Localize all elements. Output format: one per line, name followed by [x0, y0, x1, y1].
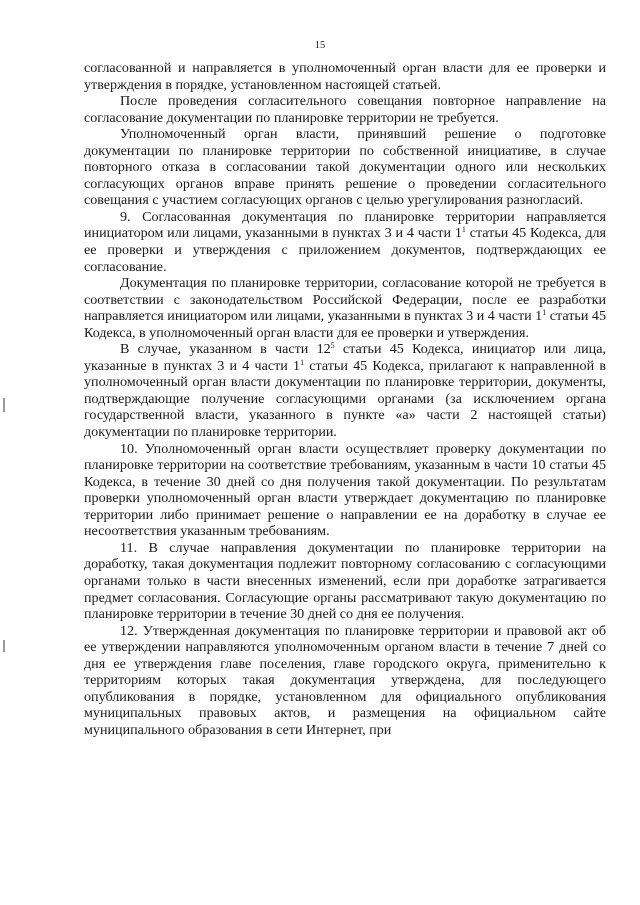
- text-run: статьи 45 Кодекса, прилагают к направленной в уполномоченный орган власти документации по планировке территории, документы, подтверждающие получение согласующими органами (за исключением органа государственной власти, указанного в пункте «а» части 2 настоящей статьи) документации по планировке территории.: [84, 357, 606, 441]
- text-run: 12. Утвержденная документация по планировке территории и правовой акт об ее утверждении направляются уполномоченным органом власти в течение 7 дней со дня ее утверждения главе поселения, главе городского округа, применительно к территориям которых такая документация утверждена, для последующего опубликования в порядке, установленном для официального опубликования муниципальных правовых актов, и размещения на официальном сайте муниципального образования в сети Интернет, при: [84, 622, 606, 738]
- text-run: В случае, указанном в части 12: [120, 341, 331, 358]
- text-run: статьи 45 Кодекса, инициатор или лица, указанные в пунктах 3 и 4 части 1: [84, 341, 606, 374]
- text-run: Уполномоченный орган власти, принявший решение о подготовке документации по планировке территории по собственной инициативе, в случае повторного отказа в согласовании такой документации одного или нескольких согласующих органов вправе принять решение о проведении согласительного совещания с участием согласующих органов с целью урегулирования разногласий.: [84, 126, 606, 209]
- text-run: 9. Согласованная документация по планировке территории направляется инициатором или лицами, указанными в пунктах 3 и 4 части 1: [84, 208, 606, 242]
- paragraph: [84, 60, 606, 93]
- paragraph: [84, 341, 606, 440]
- paragraph: [84, 441, 606, 540]
- text-run: После проведения согласительного совещания повторное направление на согласование документации по планировке территории не требуется.: [84, 93, 606, 126]
- paragraph: [84, 126, 606, 209]
- paragraph: [84, 623, 606, 739]
- text-run: 11. В случае направления документации по планировке территории на доработку, такая документация подлежит повторному согласованию с согласующими органами только в части внесенных изменений, если при доработке затрагивается предмет согласования. Согласующие органы рассматривают такую документацию по планировке территории в течение 30 дней со дня ее получения.: [84, 539, 606, 623]
- text-run: согласованной и направляется в уполномоченный орган власти для ее проверки и утверждения в порядке, установленном настоящей статьей.: [84, 60, 606, 93]
- paragraph: [84, 275, 606, 341]
- document-body: [84, 60, 606, 738]
- paragraph: [84, 93, 606, 126]
- paragraph: [84, 209, 606, 275]
- superscript: 1: [461, 225, 466, 235]
- page-number: 15: [314, 40, 326, 51]
- paragraph: [84, 540, 606, 623]
- text-run: статьи 45 Кодекса, для ее проверки и утверждения с приложением документов, подтверждающих ее согласование.: [84, 225, 607, 275]
- text-run: статьи 45 Кодекса, в уполномоченный орган власти для ее проверки и утверждения.: [84, 308, 606, 341]
- superscript: 5: [330, 341, 335, 351]
- text-run: Документация по планировке территории, согласование которой не требуется в соответствии с законодательством Российской Федерации, после ее разработки направляется инициатором или лицами, указанными в пунктах 3 и 4 части 1: [84, 275, 606, 325]
- superscript: 1: [542, 308, 547, 318]
- text-run: 10. Уполномоченный орган власти осуществляет проверку документации по планировке территории на соответствие требованиям, указанным в части 10 статьи 45 Кодекса, в течение 30 дней со дня получения такой документации. По результатам проверки уполномоченный орган власти утверждает документацию по планировке территории либо принимает решение о направлении ее на доработку в случае ее несоответствия указанным требованиям.: [84, 440, 606, 540]
- superscript: 1: [300, 357, 305, 367]
- scan-edge-mark: [3, 398, 5, 412]
- scan-edge-mark: [3, 640, 5, 652]
